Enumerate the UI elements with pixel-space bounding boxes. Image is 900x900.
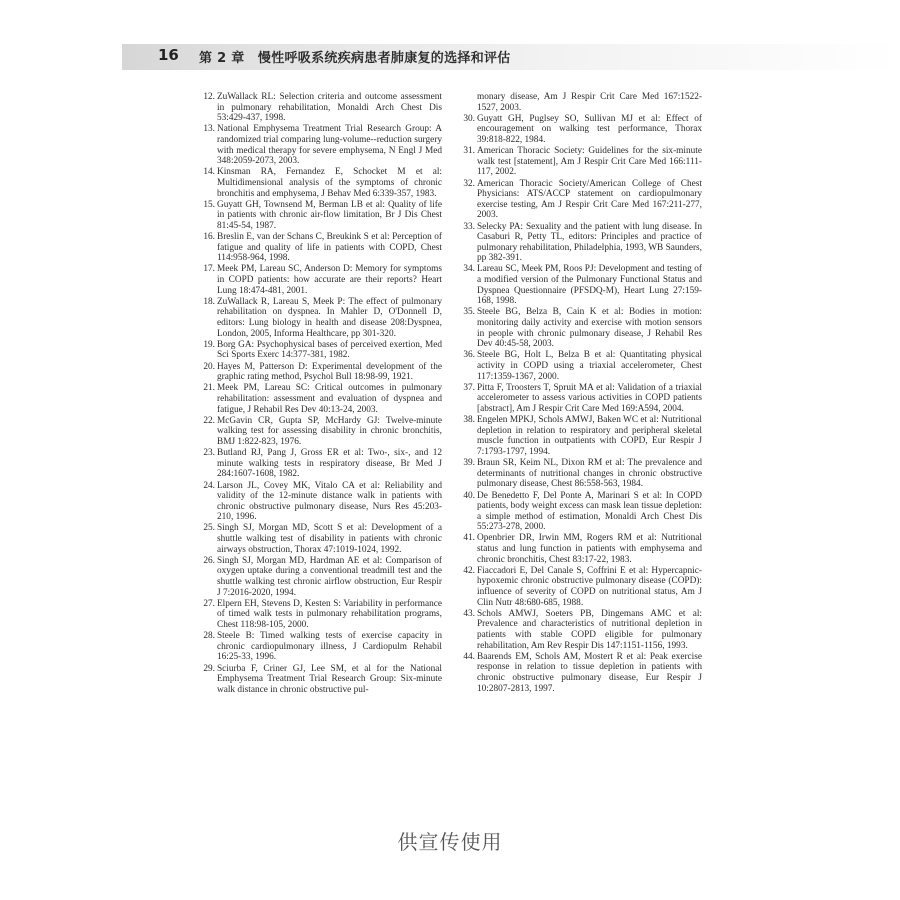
promotional-use-stamp: 供宣传使用 (397, 830, 503, 854)
reference-entry (457, 264, 702, 306)
reference-entry (457, 179, 702, 221)
reference-text: Kinsman RA, Fernandez E, Schocket M et al: Multidimensional analysis of the symptoms of chronic bronchitis and emphysema, J Behav Med 6:339-357, 1983. (217, 167, 442, 199)
reference-entry (457, 114, 702, 146)
reference-text: De Benedetto F, Del Ponte A, Marinari S et al: In COPD patients, body weight excess can mask lean tissue depletion: a simple method of estimation, Monaldi Arch Chest Dis 55:273-278, 2000. (477, 490, 702, 533)
reference-entry (197, 383, 442, 415)
reference-entry (197, 297, 442, 339)
reference-number: 44. (463, 651, 475, 662)
reference-number: 33. (463, 221, 475, 232)
reference-entry (457, 533, 702, 565)
reference-entry (457, 458, 702, 490)
reference-entry (197, 523, 442, 555)
reference-entry (457, 350, 702, 382)
reference-number: 27. (203, 598, 215, 609)
reference-text: Lareau SC, Meek PM, Roos PJ: Development and testing of a modified version of the Pulmonary Functional Status and Dyspnea Questionnaire (PFSDQ-M), Heart Lung 27:159-168, 1998. (477, 264, 702, 307)
reference-entry (457, 222, 702, 264)
reference-number: 35. (463, 307, 475, 318)
reference-number: 36. (463, 350, 475, 361)
reference-number: 21. (203, 383, 215, 394)
reference-text: Braun SR, Keim NL, Dixon RM et al: The prevalence and determinants of nutritional changes in chronic obstructive pulmonary disease, Chest 86:558-563, 1984. (477, 458, 702, 490)
reference-entry (197, 481, 442, 523)
reference-number: 41. (463, 533, 475, 544)
reference-text: Fiaccadori E, Del Canale S, Coffrini E et al: Hypercapnic-hypoxemic chronic obstructive pulmonary disease (COPD): influence of severity of COPD on nutritional status, Am J Clin Nutr 48:680-685, 1988. (477, 565, 702, 608)
reference-text: ZuWallack RL: Selection criteria and outcome assessment in pulmonary rehabilitation, Monaldi Arch Chest Dis 53:429-437, 1998. (217, 92, 442, 124)
reference-text: American Thoracic Society: Guidelines for the six-minute walk test [statement], Am J Respir Crit Care Med 166:111-117, 2002. (477, 146, 702, 178)
reference-text: Openbrier DR, Irwin MM, Rogers RM et al: Nutritional status and lung function in patients with emphysema and chronic bronchitis, Chest 83:17-22, 1983. (477, 533, 702, 565)
references-left-column (197, 92, 442, 696)
reference-continuation: monary disease, Am J Respir Crit Care Med 167:1522-1527, 2003. (477, 92, 702, 113)
reference-number: 24. (203, 480, 215, 491)
reference-number: 19. (203, 339, 215, 350)
reference-text: Guyatt GH, Puglsey SO, Sullivan MJ et al: Effect of encouragement on walking test performance, Thorax 39:818-822, 1984. (477, 113, 702, 145)
reference-entry (457, 307, 702, 349)
reference-number: 28. (203, 631, 215, 642)
reference-number: 25. (203, 523, 215, 534)
reference-text: Singh SJ, Morgan MD, Hardman AE et al: Comparison of oxygen uptake during a conventional treadmill test and the shuttle walking test chronic airflow obstruction, Eur Respir J 7:2016-2020, 1994. (217, 555, 442, 598)
reference-entry (197, 92, 442, 124)
reference-text: Meek PM, Lareau SC: Critical outcomes in pulmonary rehabilitation: assessment and evaluation of dyspnea and fatigue, J Rehabil Res Dev 40:13-24, 2003. (217, 383, 442, 415)
reference-number: 32. (463, 178, 475, 189)
reference-text: Guyatt GH, Townsend M, Berman LB et al: Quality of life in patients with chronic air-flow limitation, Br J Dis Chest 81:45-54, 1987. (217, 199, 442, 231)
reference-number: 22. (203, 415, 215, 426)
reference-text: National Emphysema Treatment Trial Research Group: A randomized trial comparing lung-volume--reduction surgery with medical therapy for severe emphysema, N Engl J Med 348:2059-2073, 2003. (217, 124, 442, 167)
reference-number: 43. (463, 608, 475, 619)
reference-entry (457, 566, 702, 608)
reference-entry (197, 664, 442, 696)
reference-number: 30. (463, 113, 475, 124)
reference-entry (457, 491, 702, 533)
reference-number: 18. (203, 296, 215, 307)
reference-entry (457, 652, 702, 694)
reference-text: Butland RJ, Pang J, Gross ER et al: Two-, six-, and 12 minute walking tests in respiratory disease, Br Med J 284:1607-1608, 1982. (217, 448, 442, 480)
reference-entry (197, 556, 442, 598)
reference-text: Steele BG, Holt L, Belza B et al: Quantitating physical activity in COPD using a triaxial accelerometer, Chest 117:1359-1367, 2000. (477, 350, 702, 382)
reference-entry (197, 232, 442, 264)
reference-number: 31. (463, 146, 475, 157)
reference-text: Hayes M, Patterson D: Experimental development of the graphic rating method, Psychol Bull 18:98-99, 1921. (217, 361, 442, 383)
reference-number: 37. (463, 382, 475, 393)
reference-number: 17. (203, 264, 215, 275)
reference-entry (197, 599, 442, 631)
reference-entry (457, 383, 702, 415)
reference-entry (197, 200, 442, 232)
reference-text: Selecky PA: Sexuality and the patient with lung disease. In Casaburi R, Petty TL, editors: Principles and practice of pulmonary rehabilitation, Philadelphia, 1993, WB Saunders, pp 382-391. (477, 221, 702, 264)
reference-text: Schols AMWJ, Soeters PB, Dingemans AMC et al: Prevalence and characteristics of nutritional depletion in patients with stable COPD eligible for pulmonary rehabilitation, Am Rev Respir Dis 147:1151-1156, 1993. (477, 608, 702, 651)
reference-entry (197, 167, 442, 199)
reference-entry (197, 631, 442, 663)
reference-text: McGavin CR, Gupta SP, McHardy GJ: Twelve-minute walking test for assessing disability in chronic bronchitis, BMJ 1:822-823, 1976. (217, 415, 442, 447)
reference-number: 42. (463, 565, 475, 576)
reference-text: Engelen MPKJ, Schols AMWJ, Baken WC et al: Nutritional depletion in relation to respiratory and peripheral skeletal muscle function in outpatients with COPD, Eur Respir J 7:1793-1797, 1994. (477, 415, 702, 457)
references-right-column (457, 92, 702, 695)
reference-text: Baarends EM, Schols AM, Mostert R et al: Peak exercise response in relation to tissue depletion in patients with chronic obstructive pulmonary disease, Eur Respir J 10:2807-2813, 1997. (477, 651, 702, 694)
reference-number: 40. (463, 490, 475, 501)
reference-number: 16. (203, 232, 215, 243)
reference-text: Steele BG, Belza B, Cain K et al: Bodies in motion: monitoring daily activity and exercise with motion sensors in people with chronic pulmonary disease, J Rehabil Res Dev 40:45-58, 2003. (477, 307, 702, 350)
reference-text: Pitta F, Troosters T, Spruit MA et al: Validation of a triaxial accelerometer to assess various activities in COPD patients [abstract], Am J Respir Crit Care Med 169:A594, 2004. (477, 382, 702, 414)
reference-text: ZuWallack R, Lareau S, Meek P: The effect of pulmonary rehabilitation on dyspnea. In Mahler D, O'Donnell D, editors: Lung biology in health and disease 208:Dyspnea, London, 2005, Informa Healthcare, pp 301-320. (217, 296, 442, 339)
reference-number: 14. (203, 167, 215, 178)
reference-number: 13. (203, 124, 215, 135)
reference-text: Steele B: Timed walking tests of exercise capacity in chronic cardiopulmonary illness, J Cardiopulm Rehabil 16:25-33, 1996. (217, 631, 442, 663)
reference-entry (197, 416, 442, 448)
reference-number: 39. (463, 458, 475, 469)
reference-text: Elpern EH, Stevens D, Kesten S: Variability in performance of timed walk tests in pulmonary rehabilitation programs, Chest 118:98-105, 2000. (217, 598, 442, 630)
reference-entry (197, 264, 442, 296)
page-number: 16 (158, 46, 179, 64)
reference-entry (197, 124, 442, 166)
reference-text: Singh SJ, Morgan MD, Scott S et al: Development of a shuttle walking test of disability in patients with chronic airways obstruction, Thorax 47:1019-1024, 1992. (217, 523, 442, 555)
reference-text: Larson JL, Covey MK, Vitalo CA et al: Reliability and validity of the 12-minute distance walk in patients with chronic obstructive pulmonary disease, Nurs Res 45:203-210, 1996. (217, 480, 442, 523)
reference-entry (197, 448, 442, 480)
reference-entry (457, 609, 702, 651)
reference-text: Sciurba F, Criner GJ, Lee SM, et al for the National Emphysema Treatment Trial Research Group: Six-minute walk distance in chronic obstructive pul- (217, 663, 442, 695)
reference-text: Borg GA: Psychophysical bases of perceived exertion, Med Sci Sports Exerc 14:377-381, 1982. (217, 339, 442, 361)
reference-number: 23. (203, 448, 215, 459)
reference-text: Breslin E, van der Schans C, Breukink S et al: Perception of fatigue and quality of life in patients with COPD, Chest 114:958-964, 1998. (217, 232, 442, 264)
reference-entry (197, 362, 442, 383)
reference-text: American Thoracic Society/American College of Chest Physicians: ATS/ACCP statement on cardiopulmonary exercise testing, Am J Respir Crit Care Med 167:211-277, 2003. (477, 178, 702, 221)
chapter-title: 第 2 章 慢性呼吸系统疾病患者肺康复的选择和评估 (199, 51, 511, 66)
reference-number: 26. (203, 555, 215, 566)
reference-number: 29. (203, 663, 215, 674)
reference-number: 15. (203, 199, 215, 210)
reference-entry (457, 415, 702, 457)
reference-number: 38. (463, 415, 475, 426)
reference-number: 20. (203, 361, 215, 372)
reference-number: 34. (463, 264, 475, 275)
reference-number: 12. (203, 92, 215, 102)
reference-entry (197, 340, 442, 361)
reference-entry (457, 146, 702, 178)
reference-text: Meek PM, Lareau SC, Anderson D: Memory for symptoms in COPD patients: how accurate are their reports? Heart Lung 18:474-481, 2001. (217, 264, 442, 296)
